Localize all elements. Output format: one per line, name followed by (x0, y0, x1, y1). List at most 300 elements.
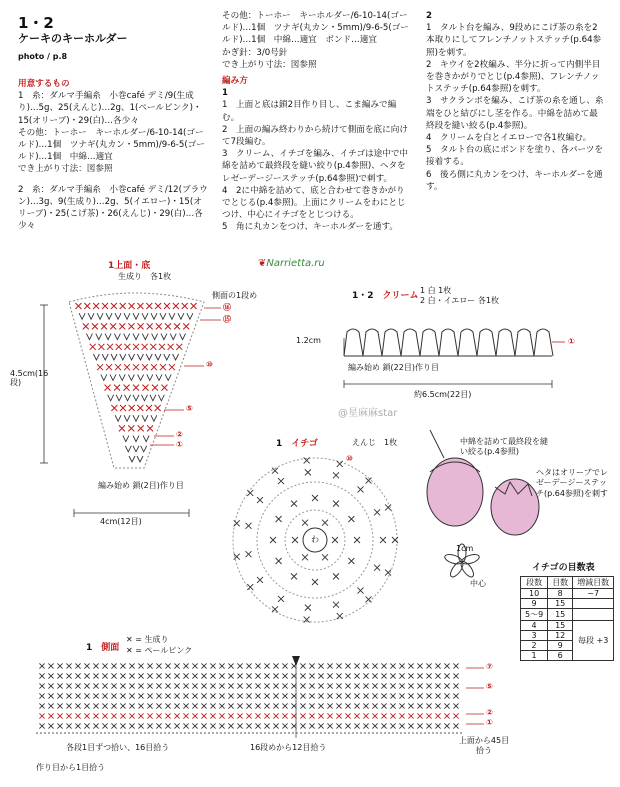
stitch-x-symbol (276, 558, 282, 564)
stitch-x-symbol (147, 703, 152, 708)
stitch-x-symbol (300, 723, 305, 728)
stitch-x-symbol (93, 713, 98, 718)
stitch-v-symbol (106, 313, 112, 319)
stitch-x-symbol (39, 703, 44, 708)
stitch-v-symbol (102, 354, 108, 360)
stitch-x-symbol (146, 405, 152, 411)
stitch-x-symbol (75, 303, 81, 309)
stitch-x-symbol (255, 693, 260, 698)
stitch-x-symbol (327, 673, 332, 678)
stitch-x-symbol (174, 703, 179, 708)
method-1-step-2: 2 上面の編み終わりから続けて側面を底に向けて7段編む。 (222, 124, 408, 148)
stitch-x-symbol (201, 723, 206, 728)
cream-start-label: 編み始め 鎖(22目)作り目 (348, 363, 439, 372)
materials-heading: 用意するもの (18, 79, 70, 89)
stitch-x-symbol (128, 425, 134, 431)
stitch-x-symbol (255, 723, 260, 728)
method-1-step-5: 5 角に丸カンをつけ、キーホルダーを通す。 (222, 222, 398, 233)
stitch-x-symbol (138, 713, 143, 718)
stitch-x-symbol (345, 683, 350, 688)
row-mark-5: ⑤ (186, 404, 193, 413)
count-header-rows: 段数 (521, 577, 548, 589)
stitch-x-symbol (453, 703, 458, 708)
stitch-x-symbol (75, 703, 80, 708)
stitch-v-symbol (110, 374, 116, 380)
stitch-x-symbol (159, 344, 165, 350)
stitch-x-symbol (228, 683, 233, 688)
method-1-number: 1 (222, 88, 228, 99)
stitch-x-symbol (426, 723, 431, 728)
stitch-x-symbol (156, 673, 161, 678)
stitch-x-symbol (354, 723, 359, 728)
stitch-x-symbol (282, 723, 287, 728)
watermark-narrietta: ❦Narrietta.ru (258, 258, 325, 269)
stitch-x-symbol (142, 385, 148, 391)
stitch-x-symbol (66, 663, 71, 668)
stitch-x-symbol (237, 703, 242, 708)
side-right-note: 上面から45目拾う (458, 736, 510, 755)
stitch-x-symbol (111, 663, 116, 668)
stitch-x-symbol (219, 673, 224, 678)
stitch-x-symbol (426, 673, 431, 678)
stitch-x-symbol (435, 683, 440, 688)
stitch-x-symbol (318, 673, 323, 678)
stitch-x-symbol (381, 723, 386, 728)
stitch-x-symbol (264, 673, 269, 678)
stitch-x-symbol (138, 703, 143, 708)
stitch-x-symbol (84, 673, 89, 678)
stitch-v-symbol (119, 374, 125, 380)
stitch-x-symbol (120, 713, 125, 718)
stitch-x-symbol (332, 537, 338, 543)
stitch-x-symbol (273, 683, 278, 688)
stitch-x-symbol (84, 683, 89, 688)
stitch-x-symbol (300, 703, 305, 708)
stitch-x-symbol (102, 663, 107, 668)
stitch-x-symbol (174, 323, 180, 329)
stitch-x-symbol (390, 683, 395, 688)
stitch-x-symbol (156, 683, 161, 688)
stitch-x-symbol (156, 713, 161, 718)
stitch-v-symbol (108, 395, 114, 401)
stitch-x-symbol (84, 693, 89, 698)
stitch-x-symbol (255, 683, 260, 688)
stitch-x-symbol (210, 683, 215, 688)
stitch-x-symbol (57, 683, 62, 688)
stitch-x-symbol (228, 673, 233, 678)
stitch-x-symbol (358, 486, 364, 492)
stitch-x-symbol (147, 663, 152, 668)
stitch-x-symbol (84, 303, 90, 309)
stitch-v-symbol (142, 313, 148, 319)
stitch-x-symbol (312, 495, 318, 501)
stitch-x-symbol (84, 713, 89, 718)
stitch-x-symbol (111, 405, 117, 411)
stitch-v-symbol (124, 415, 130, 421)
stitch-x-symbol (363, 673, 368, 678)
stitch-x-symbol (291, 501, 297, 507)
stitch-v-symbol (101, 374, 107, 380)
stitch-x-symbol (264, 703, 269, 708)
stitch-x-symbol (345, 723, 350, 728)
stitch-x-symbol (129, 723, 134, 728)
method-2-step-3: 3 サクランボを編み、こげ茶の糸を通し、糸端をひと結びにし茎を作る。中綿を詰めて最終段を縫い絞る(p.4参照)。 (426, 96, 604, 131)
stitch-x-symbol (372, 723, 377, 728)
table-row: 4 15 毎段 +3 (521, 621, 614, 631)
stitch-v-symbol (124, 313, 130, 319)
stitch-x-symbol (129, 303, 135, 309)
stitch-x-symbol (381, 673, 386, 678)
stitch-x-symbol (129, 673, 134, 678)
stitch-x-symbol (120, 693, 125, 698)
stitch-x-symbol (453, 683, 458, 688)
stitch-x-symbol (318, 683, 323, 688)
stitch-v-symbol (133, 446, 139, 452)
stitch-x-symbol (93, 673, 98, 678)
stitch-v-symbol (116, 395, 122, 401)
diagram-side-title: 1 側面 (86, 643, 120, 653)
stitch-x-symbol (264, 693, 269, 698)
stitch-x-symbol (147, 673, 152, 678)
top-bottom-chart (14, 280, 244, 530)
stitch-x-symbol (300, 693, 305, 698)
cream-height-label: 1.2cm (296, 336, 321, 345)
stitch-x-symbol (107, 344, 113, 350)
stitch-x-symbol (147, 425, 153, 431)
stitch-v-symbol (152, 334, 158, 340)
stitch-x-symbol (363, 683, 368, 688)
stitch-x-symbol (309, 703, 314, 708)
stitch-x-symbol (237, 693, 242, 698)
stitch-x-symbol (270, 537, 276, 543)
stitch-x-symbol (444, 683, 449, 688)
instructions-column-3 (426, 10, 606, 193)
stitch-x-symbol (183, 693, 188, 698)
stitch-x-symbol (336, 663, 341, 668)
stitch-v-symbol (123, 436, 129, 442)
stitch-x-symbol (318, 663, 323, 668)
stitch-x-symbol (399, 723, 404, 728)
stitch-x-symbol (228, 723, 233, 728)
method-2-step-5: 5 タルト台の底にボンドを塗り、各パーツを接着する。 (426, 145, 603, 168)
stitch-x-symbol (192, 723, 197, 728)
materials-item1-size: でき上がり寸法：図参照 (18, 164, 113, 175)
stitch-x-symbol (246, 723, 251, 728)
stitch-x-symbol (408, 663, 413, 668)
stitch-v-symbol (161, 334, 167, 340)
stitch-v-symbol (147, 374, 153, 380)
stitch-v-symbol (129, 354, 135, 360)
stitch-v-symbol (138, 374, 144, 380)
stitch-x-symbol (255, 713, 260, 718)
stitch-x-symbol (336, 713, 341, 718)
stitch-x-symbol (247, 490, 253, 496)
photo-ref: photo / p.8 (18, 52, 68, 61)
stitch-x-symbol (192, 683, 197, 688)
table-row: 3 12 (521, 631, 614, 641)
stitch-x-symbol (426, 693, 431, 698)
stitch-x-symbol (133, 344, 139, 350)
stitch-x-symbol (138, 425, 144, 431)
stitch-x-symbol (348, 516, 354, 522)
side-legend-1: ✕ = 生成り (126, 635, 169, 644)
stitch-v-symbol (125, 446, 131, 452)
stitch-x-symbol (435, 693, 440, 698)
stitch-x-symbol (309, 713, 314, 718)
stitch-x-symbol (192, 703, 197, 708)
stitch-x-symbol (93, 723, 98, 728)
stitch-x-symbol (138, 693, 143, 698)
stitch-x-symbol (264, 713, 269, 718)
stitch-x-symbol (333, 573, 339, 579)
stitch-x-symbol (318, 693, 323, 698)
stitch-x-symbol (39, 693, 44, 698)
stitch-x-symbol (453, 723, 458, 728)
stitch-x-symbol (210, 713, 215, 718)
stitch-x-symbol (300, 683, 305, 688)
stitch-x-symbol (84, 703, 89, 708)
stitch-x-symbol (106, 364, 112, 370)
stitch-x-symbol (48, 693, 53, 698)
stitch-x-symbol (305, 605, 311, 611)
stitch-x-symbol (363, 723, 368, 728)
stitch-x-symbol (156, 723, 161, 728)
stitch-x-symbol (292, 537, 298, 543)
stitch-x-symbol (282, 703, 287, 708)
stitch-x-symbol (435, 713, 440, 718)
stitch-x-symbol (444, 663, 449, 668)
stitch-x-symbol (336, 683, 341, 688)
stitch-v-symbol (164, 354, 170, 360)
stitch-x-symbol (246, 673, 251, 678)
stitch-v-symbol (155, 354, 161, 360)
stitch-x-symbol (105, 385, 111, 391)
stitch-x-symbol (354, 683, 359, 688)
stitch-x-symbol (210, 663, 215, 668)
stitch-x-symbol (183, 703, 188, 708)
stitch-x-symbol (219, 703, 224, 708)
stitch-x-symbol (255, 703, 260, 708)
stitch-x-symbol (129, 663, 134, 668)
method-2-step-2: 2 キウイを2枚編み、半分に折って内側半目を巻きかがりでとじ(p.4参照)、フレンチノットステッチ(p.64参照)を刺す。 (426, 59, 601, 95)
stitch-v-symbol (137, 354, 143, 360)
diagram-top-bottom-colors: 生成り 各1枚 (118, 272, 172, 281)
stitch-x-symbol (93, 703, 98, 708)
stitch-x-symbol (247, 584, 253, 590)
stitch-x-symbol (399, 683, 404, 688)
stitch-x-symbol (381, 683, 386, 688)
stitch-x-symbol (111, 703, 116, 708)
stitch-x-symbol (372, 673, 377, 678)
stitch-v-symbol (97, 313, 103, 319)
stitch-x-symbol (381, 693, 386, 698)
top-bottom-start-label: 編み始め 鎖(2目)作り目 (98, 481, 184, 490)
strawberry-ring-label: わ (311, 535, 319, 544)
stitch-x-symbol (333, 501, 339, 507)
method-1-step-4: 4 2に中綿を詰めて、底と合わせて巻きかがりでとじる(p.4参照)。上面にクリームをわにとじつけ、中心にイチゴをとじつける。 (222, 185, 406, 221)
stitch-x-symbol (173, 303, 179, 309)
stitch-x-symbol (273, 693, 278, 698)
stitch-x-symbol (66, 673, 71, 678)
stitch-x-symbol (102, 713, 107, 718)
stitch-x-symbol (444, 673, 449, 678)
materials-item1-yarn: 1 糸：ダルマ手編糸 小巻café デミ/9(生成り)…5g、25(えんじ)…2g、1(ペールピンク)・15(オリーブ)・29(白)…各少々 (18, 91, 202, 126)
stitch-x-symbol (300, 673, 305, 678)
stitch-x-symbol (102, 303, 108, 309)
stitch-x-symbol (129, 693, 134, 698)
row-mark-15: ⑮ (223, 315, 231, 324)
stitch-x-symbol (57, 673, 62, 678)
stitch-v-symbol (142, 334, 148, 340)
cream-width-label: 約6.5cm(22目) (414, 390, 472, 399)
stitch-x-symbol (453, 663, 458, 668)
stitch-x-symbol (201, 713, 206, 718)
count-table (520, 576, 614, 661)
method-1-step-3: 3 クリーム、イチゴを編み、イチゴは途中で中綿を詰めて最終段を縫い絞り(p.4参照)、ヘタをレゼーデージーステッチ(p.64参照)で刺す。 (222, 149, 409, 184)
stitch-x-symbol (336, 673, 341, 678)
table-row: 10 8 −7 (521, 589, 614, 599)
stitch-x-symbol (142, 364, 148, 370)
count-table-title: イチゴの目数表 (532, 563, 595, 573)
stitch-x-symbol (201, 683, 206, 688)
stitch-x-symbol (138, 723, 143, 728)
stitch-x-symbol (219, 693, 224, 698)
stitch-x-symbol (246, 693, 251, 698)
stitch-v-symbol (133, 395, 139, 401)
stitch-x-symbol (444, 713, 449, 718)
stitch-v-symbol (143, 436, 149, 442)
stitch-x-symbol (399, 713, 404, 718)
stitch-x-symbol (278, 478, 284, 484)
stitch-x-symbol (174, 663, 179, 668)
stitch-x-symbol (111, 673, 116, 678)
stitch-x-symbol (302, 554, 308, 560)
stitch-x-symbol (93, 303, 99, 309)
stitch-x-symbol (390, 673, 395, 678)
stitch-x-symbol (111, 683, 116, 688)
stitch-v-symbol (141, 395, 147, 401)
stitch-x-symbol (318, 703, 323, 708)
stitch-v-symbol (141, 446, 147, 452)
stitch-x-symbol (75, 673, 80, 678)
instructions-column-2 (222, 10, 412, 234)
stitch-v-symbol (125, 395, 131, 401)
strawberry-row-10: ⑩ (346, 454, 353, 463)
stitch-x-symbol (272, 468, 278, 474)
stitch-x-symbol (210, 723, 215, 728)
stitch-x-symbol (98, 344, 104, 350)
stitch-x-symbol (255, 673, 260, 678)
diagram-cream-title: 1・2 クリーム (352, 291, 419, 301)
stitch-x-symbol (111, 723, 116, 728)
stitch-x-symbol (124, 364, 130, 370)
stitch-x-symbol (165, 723, 170, 728)
stitch-x-symbol (417, 683, 422, 688)
stitch-x-symbol (345, 693, 350, 698)
stitch-x-symbol (57, 663, 62, 668)
watermark-weibo: @星麻麻star (338, 408, 398, 419)
stitch-x-symbol (66, 693, 71, 698)
stitch-x-symbol (174, 713, 179, 718)
strawberry-stuff-note: 中綿を詰めて最終段を縫い絞る(p.4参照) (460, 437, 548, 457)
diagram-cream-colors: 1 白 1枚 2 白・イエロー 各1枚 (420, 286, 499, 306)
stitch-x-symbol (57, 713, 62, 718)
stitch-v-symbol (93, 354, 99, 360)
stitch-x-symbol (390, 693, 395, 698)
stitch-x-symbol (337, 461, 343, 467)
stitch-x-symbol (327, 663, 332, 668)
table-row: 2 9 (521, 641, 614, 651)
stitch-x-symbol (75, 693, 80, 698)
stitch-v-symbol (111, 354, 117, 360)
stitch-x-symbol (354, 663, 359, 668)
stitch-x-symbol (453, 673, 458, 678)
top-bottom-height-label: 4.5cm(16段) (10, 369, 49, 387)
col2-other: その他：トーホー キーホルダー/6-10-14(ゴールド)…1個 ツナギ(丸カン・5mm)/9-6-5(ゴールド)…1個 中綿…適宜 ボンド…適宜 (222, 11, 409, 46)
stitch-x-symbol (318, 723, 323, 728)
stitch-x-symbol (174, 723, 179, 728)
stitch-v-symbol (129, 456, 135, 462)
stitch-v-symbol (137, 456, 143, 462)
stitch-x-symbol (374, 509, 380, 515)
stitch-x-symbol (417, 693, 422, 698)
stitch-x-symbol (322, 520, 328, 526)
stitch-x-symbol (333, 472, 339, 478)
stitch-x-symbol (93, 663, 98, 668)
stitch-x-symbol (309, 693, 314, 698)
stitch-x-symbol (264, 663, 269, 668)
stitch-x-symbol (161, 385, 167, 391)
stitch-x-symbol (120, 303, 126, 309)
stitch-x-symbol (183, 663, 188, 668)
stitch-x-symbol (381, 713, 386, 718)
stitch-x-symbol (133, 385, 139, 391)
stitch-x-symbol (291, 573, 297, 579)
stitch-x-symbol (93, 693, 98, 698)
stitch-x-symbol (363, 693, 368, 698)
stitch-x-symbol (219, 713, 224, 718)
stitch-x-symbol (282, 663, 287, 668)
stitch-v-symbol (105, 334, 111, 340)
stitch-x-symbol (417, 663, 422, 668)
stitch-x-symbol (210, 693, 215, 698)
stitch-x-symbol (345, 673, 350, 678)
stitch-x-symbol (408, 723, 413, 728)
stitch-x-symbol (345, 663, 350, 668)
row-mark-16: ⑯ (223, 303, 231, 312)
row-mark-2: ② (176, 430, 183, 439)
stitch-x-symbol (237, 713, 242, 718)
stitch-x-symbol (155, 303, 161, 309)
stitch-x-symbol (201, 693, 206, 698)
materials-item1-other: その他：トーホー キーホルダー/6-10-14(ゴールド)…1個 ツナギ(丸カン・5mm)/9-6-5(ゴールド)…1個 中綿…適宜 (18, 127, 205, 163)
stitch-x-symbol (151, 364, 157, 370)
stitch-x-symbol (417, 703, 422, 708)
stitch-x-symbol (150, 344, 156, 350)
stitch-x-symbol (129, 713, 134, 718)
stitch-x-symbol (57, 693, 62, 698)
stitch-x-symbol (408, 703, 413, 708)
stitch-x-symbol (110, 323, 116, 329)
col2-hook: かぎ針：3/0号針 (222, 47, 288, 58)
stitch-x-symbol (201, 703, 206, 708)
side-row-mark-2: ② (486, 708, 493, 717)
stitch-x-symbol (156, 323, 162, 329)
stitch-x-symbol (426, 713, 431, 718)
stitch-v-symbol (170, 334, 176, 340)
stitch-x-symbol (39, 673, 44, 678)
stitch-x-symbol (228, 693, 233, 698)
